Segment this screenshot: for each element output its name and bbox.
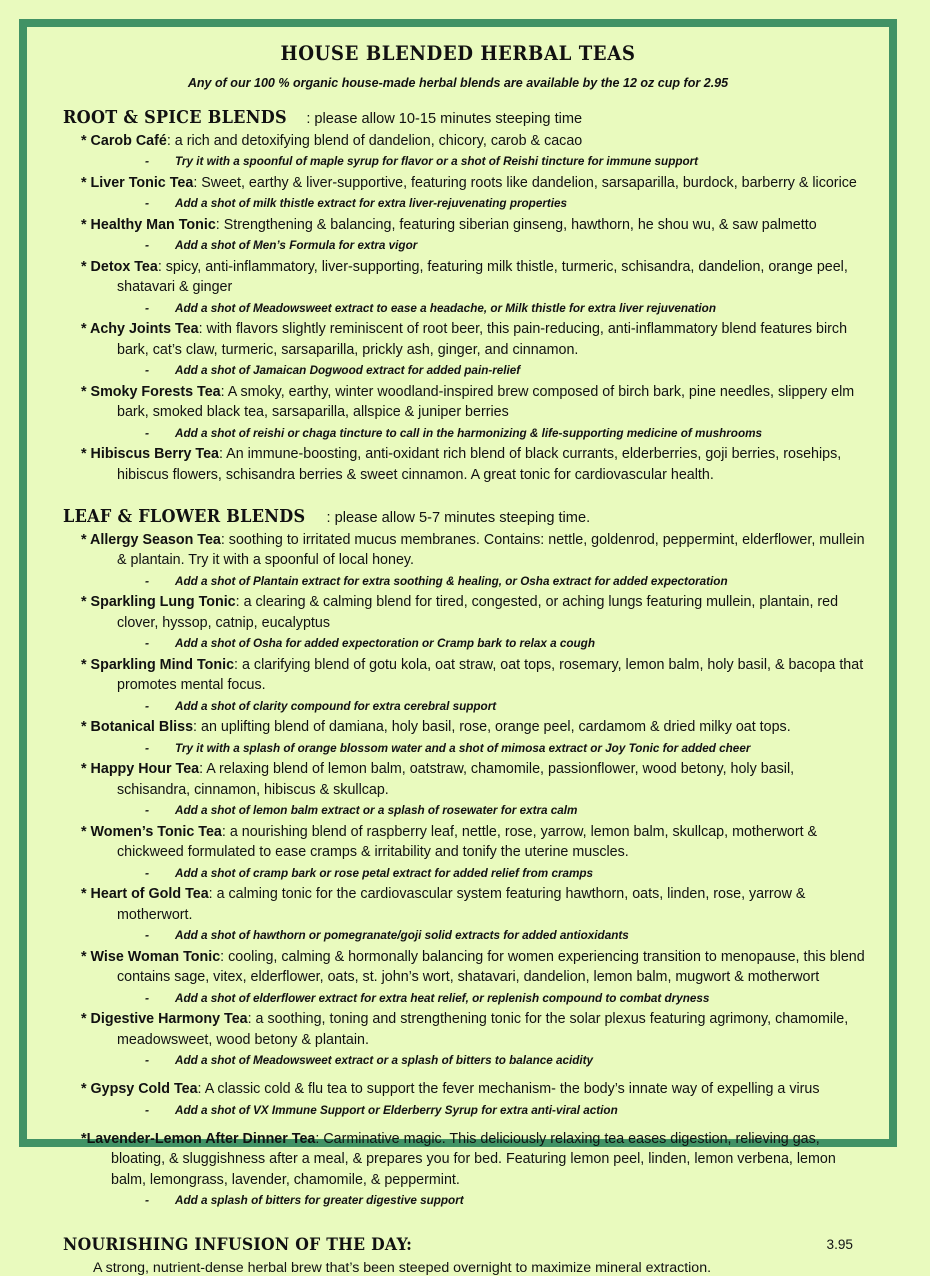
bullet-asterisk-icon: *: [81, 174, 91, 191]
tea-entry: [81, 257, 871, 298]
tea-entry: [81, 822, 871, 863]
tea-name: Sparkling Lung Tonic: [90, 594, 236, 610]
dash-bullet-icon: -: [145, 1053, 150, 1067]
tea-addon-note-text: Try it with a splash of orange blossom water and a shot of mimosa extract or Joy Tonic for added cheer: [175, 740, 751, 755]
tea-description: : cooling, calming & hormonally balancing for women experiencing transition to menopause, this blend contains sage, vitex, elderflower, oats, st. john’s wort, shatavari, dandelion, lemon balm, mugwort & motherwort: [117, 948, 865, 985]
dash-bullet-icon: -: [145, 363, 150, 377]
tea-addon-note: [145, 697, 871, 715]
bullet-asterisk-icon: *: [81, 761, 91, 777]
tea-addon-note-text: Try it with a spoonful of maple syrup for flavor or a shot of Reishi tincture for immune support: [175, 154, 699, 168]
dash-bullet-icon: -: [145, 740, 150, 755]
tea-description: : A classic cold & flu tea to support the fever mechanism- the body’s innate way of expelling a virus: [197, 1081, 820, 1097]
dash-bullet-icon: -: [145, 573, 150, 588]
dash-bullet-icon: -: [145, 1102, 150, 1117]
tea-entry: [81, 592, 871, 633]
tea-name: Digestive Harmony Tea: [90, 1011, 248, 1027]
dash-bullet-icon: -: [145, 238, 150, 252]
tea-entry: [81, 655, 871, 696]
menu-content: [27, 27, 889, 1276]
section-heading-name: LEAF & FLOWER BLENDS: [63, 507, 306, 527]
tea-addon-note: [145, 739, 871, 757]
bullet-asterisk-icon: *: [81, 531, 91, 548]
tea-addon-note: [145, 424, 871, 442]
tea-name: Gypsy Cold Tea: [90, 1081, 198, 1097]
infusion-price: 3.95: [826, 1237, 853, 1252]
tea-description: : Carminative magic. This deliciously relaxing tea eases digestion, relieving gas, bloating, & sluggishness after a meal, & prepares you for bed. Featuring lemon peel, linden, lemon verbena, lemon balm, lemongrass, lavender, chamomile, & peppermint.: [111, 1130, 836, 1188]
dash-bullet-icon: -: [145, 196, 150, 210]
tea-description: : A smoky, earthy, winter woodland-inspired brew composed of birch bark, pine needles, slippery elm bark, smoked black tea, sarsaparilla, allspice & juniper berries: [117, 383, 855, 420]
dash-bullet-icon: -: [145, 990, 150, 1005]
tea-entry: [81, 1129, 871, 1191]
tea-addon-note: [145, 236, 871, 254]
tea-name: Detox Tea: [90, 258, 158, 275]
bullet-asterisk-icon: *: [81, 446, 91, 462]
section-heading: [63, 507, 871, 527]
tea-entry: [81, 319, 871, 360]
tea-description: : A relaxing blend of lemon balm, oatstraw, chamomile, passionflower, wood betony, holy basil, schisandra, cinnamon, hibiscus & skullcap.: [117, 761, 795, 798]
tea-description: : a nourishing blend of raspberry leaf, nettle, rose, yarrow, lemon balm, skullcap, motherwort & chickweed formulated to ease cramps & irritability and tonify the uterine muscles.: [117, 823, 818, 860]
menu-section: [45, 108, 871, 485]
tea-name: Carob Café: [90, 132, 167, 149]
tea-addon-note: [145, 572, 871, 590]
tea-addon-note-text: Add a shot of clarity compound for extra cerebral support: [175, 698, 497, 713]
dash-bullet-icon: -: [145, 803, 150, 817]
dash-bullet-icon: -: [145, 300, 150, 315]
tea-addon-note: [145, 1051, 871, 1069]
tea-addon-note-text: Add a shot of VX Immune Support or Elderberry Syrup for extra anti-viral action: [175, 1102, 618, 1117]
tea-entry: [81, 131, 871, 152]
tea-addon-note: [145, 299, 871, 317]
tea-description: : a soothing, toning and strengthening tonic for the solar plexus featuring agrimony, chamomile, meadowsweet, wood betony & plantain.: [117, 1011, 849, 1048]
tea-entry: [81, 717, 871, 738]
infusion-heading: NOURISHING INFUSION OF THE DAY:: [63, 1235, 413, 1255]
dash-bullet-icon: -: [145, 928, 150, 942]
tea-name: Botanical Bliss: [90, 719, 194, 735]
tea-entry: [81, 382, 871, 423]
tea-addon-note-text: Add a shot of milk thistle extract for extra liver-rejuvenating properties: [175, 196, 568, 210]
tea-addon-note: [145, 1101, 871, 1119]
tea-entry: [81, 215, 871, 236]
tea-name: Smoky Forests Tea: [90, 383, 221, 400]
dash-bullet-icon: -: [145, 865, 150, 880]
tea-entry: [81, 759, 871, 800]
bullet-asterisk-icon: *: [81, 132, 91, 149]
tea-entry: [81, 1079, 871, 1100]
tea-addon-note-text: Add a shot of Osha for added expectoration or Cramp bark to relax a cough: [175, 636, 595, 650]
tea-addon-note: [145, 634, 871, 652]
tea-addon-note-text: Add a shot of Men’s Formula for extra vigor: [175, 238, 418, 252]
tea-entry: [81, 173, 871, 194]
tea-name: Women’s Tonic Tea: [90, 823, 222, 840]
bullet-asterisk-icon: *: [81, 948, 91, 965]
tea-description: : a rich and detoxifying blend of dandelion, chicory, carob & cacao: [166, 132, 583, 149]
tea-description: : a clarifying blend of gotu kola, oat straw, oat tops, rosemary, lemon balm, holy basil, & bacopa that promotes mental focus.: [117, 656, 864, 693]
tea-addon-note-text: Add a shot of Meadowsweet extract or a splash of bitters to balance acidity: [175, 1053, 594, 1067]
bullet-asterisk-icon: *: [81, 258, 91, 275]
tea-addon-note: [145, 152, 871, 170]
bullet-asterisk-icon: *: [81, 594, 91, 610]
tea-addon-note: [145, 361, 871, 379]
dash-bullet-icon: -: [145, 425, 150, 440]
menu-sections: [45, 108, 871, 1209]
tea-addon-note-text: Add a shot of hawthorn or pomegranate/goji solid extracts for added antioxidants: [175, 928, 629, 942]
tea-addon-note: [145, 801, 871, 819]
tea-addon-note: [145, 989, 871, 1007]
tea-name: Happy Hour Tea: [90, 761, 200, 777]
tea-addon-note-text: Add a shot of Meadowsweet extract to ease a headache, or Milk thistle for extra liver rejuvenation: [175, 300, 716, 315]
menu-section: [45, 507, 871, 1209]
tea-description: : Sweet, earthy & liver-supportive, featuring roots like dandelion, sarsaparilla, burdock, barberry & licorice: [193, 174, 857, 191]
bullet-asterisk-icon: *: [81, 886, 91, 902]
tea-addon-note-text: Add a splash of bitters for greater digestive support: [175, 1193, 464, 1207]
tea-name: Heart of Gold Tea: [90, 886, 209, 902]
tea-addon-note-text: Add a shot of lemon balm extract or a splash of rosewater for extra calm: [175, 803, 578, 817]
tea-name: Healthy Man Tonic: [90, 216, 216, 233]
bullet-asterisk-icon: *: [81, 321, 91, 337]
dash-bullet-icon: -: [145, 1193, 150, 1207]
tea-entry: [81, 947, 871, 988]
tea-name: Wise Woman Tonic: [90, 948, 221, 965]
tea-description: : an uplifting blend of damiana, holy basil, rose, orange peel, cardamom & dried milky oat tops.: [193, 719, 791, 735]
tea-addon-note-text: Add a shot of Plantain extract for extra soothing & healing, or Osha extract for added expectoration: [175, 573, 728, 588]
tea-name: Liver Tonic Tea: [90, 174, 194, 191]
tea-entry: [81, 530, 871, 571]
tea-addon-note-text: Add a shot of reishi or chaga tincture to call in the harmonizing & life-supporting medicine of mushrooms: [175, 425, 763, 440]
dash-bullet-icon: -: [145, 636, 150, 650]
tea-name: Sparkling Mind Tonic: [90, 656, 235, 673]
bullet-asterisk-icon: *: [81, 1130, 87, 1147]
tea-addon-note-text: Add a shot of elderflower extract for extra heat relief, or replenish compound to combat dryness: [175, 990, 710, 1005]
section-heading-note: : please allow 5-7 minutes steeping time.: [326, 510, 591, 526]
tea-entry: [81, 1009, 871, 1050]
section-heading: [63, 108, 871, 128]
tea-name: Allergy Season Tea: [90, 531, 221, 548]
menu-subtitle: Any of our 100 % organic house-made herbal blends are available by the 12 oz cup for 2.95: [187, 75, 729, 90]
tea-description: : a calming tonic for the cardiovascular system featuring hawthorn, oats, linden, rose, yarrow & motherwort.: [117, 886, 806, 923]
bullet-asterisk-icon: *: [81, 719, 91, 735]
section-heading-note: : please allow 10-15 minutes steeping time: [306, 111, 583, 127]
bullet-asterisk-icon: *: [81, 383, 91, 400]
tea-name: Lavender-Lemon After Dinner Tea: [86, 1130, 316, 1147]
tea-name: Achy Joints Tea: [90, 321, 199, 337]
tea-description: : spicy, anti-inflammatory, liver-supporting, featuring milk thistle, turmeric, schisandra, dandelion, orange peel, shatavari & ginger: [117, 258, 848, 295]
tea-addon-note-text: Add a shot of cramp bark or rose petal extract for added relief from cramps: [175, 865, 594, 880]
bullet-asterisk-icon: *: [81, 656, 91, 673]
menu-frame: [19, 19, 897, 1276]
tea-name: Hibiscus Berry Tea: [90, 446, 220, 462]
bullet-asterisk-icon: *: [81, 216, 91, 233]
tea-description: : with flavors slightly reminiscent of root beer, this pain-reducing, anti-inflammatory blend features birch bark, cat’s claw, turmeric, sarsaparilla, prickly ash, ginger, and cinnamon.: [117, 321, 848, 358]
dash-bullet-icon: -: [145, 698, 150, 713]
nourishing-infusion-block: [63, 1235, 871, 1276]
tea-description: : a clearing & calming blend for tired, congested, or aching lungs featuring mullein, plantain, red clover, hyssop, catnip, eucalyptus: [117, 594, 839, 631]
tea-addon-note: [145, 1191, 871, 1209]
infusion-description: A strong, nutrient-dense herbal brew that’s been steeped overnight to maximize mineral extraction.: [93, 1260, 712, 1276]
bullet-asterisk-icon: *: [81, 1081, 91, 1097]
tea-addon-note: [145, 194, 871, 212]
bullet-asterisk-icon: *: [81, 823, 91, 840]
menu-title: HOUSE BLENDED HERBAL TEAS: [280, 42, 636, 65]
dash-bullet-icon: -: [145, 154, 150, 168]
tea-addon-note: [145, 864, 871, 882]
bullet-asterisk-icon: *: [81, 1011, 91, 1027]
tea-addon-note-text: Add a shot of Jamaican Dogwood extract for added pain-relief: [175, 363, 521, 377]
tea-description: : Strengthening & balancing, featuring siberian ginseng, hawthorn, he shou wu, & saw palmetto: [215, 216, 817, 233]
tea-entry: [81, 884, 871, 925]
section-heading-name: ROOT & SPICE BLENDS: [63, 108, 287, 128]
tea-addon-note: [145, 926, 871, 944]
tea-description: : An immune-boosting, anti-oxidant rich blend of black currants, elderberries, goji berries, rosehips, hibiscus flowers, schisandra berries & sweet cinnamon. A great tonic for cardiovascular health.: [117, 446, 842, 483]
tea-entry: [81, 444, 871, 485]
tea-description: : soothing to irritated mucus membranes. Contains: nettle, goldenrod, peppermint, elderflower, mullein & plantain. Try it with a spoonful of local honey.: [117, 531, 865, 568]
